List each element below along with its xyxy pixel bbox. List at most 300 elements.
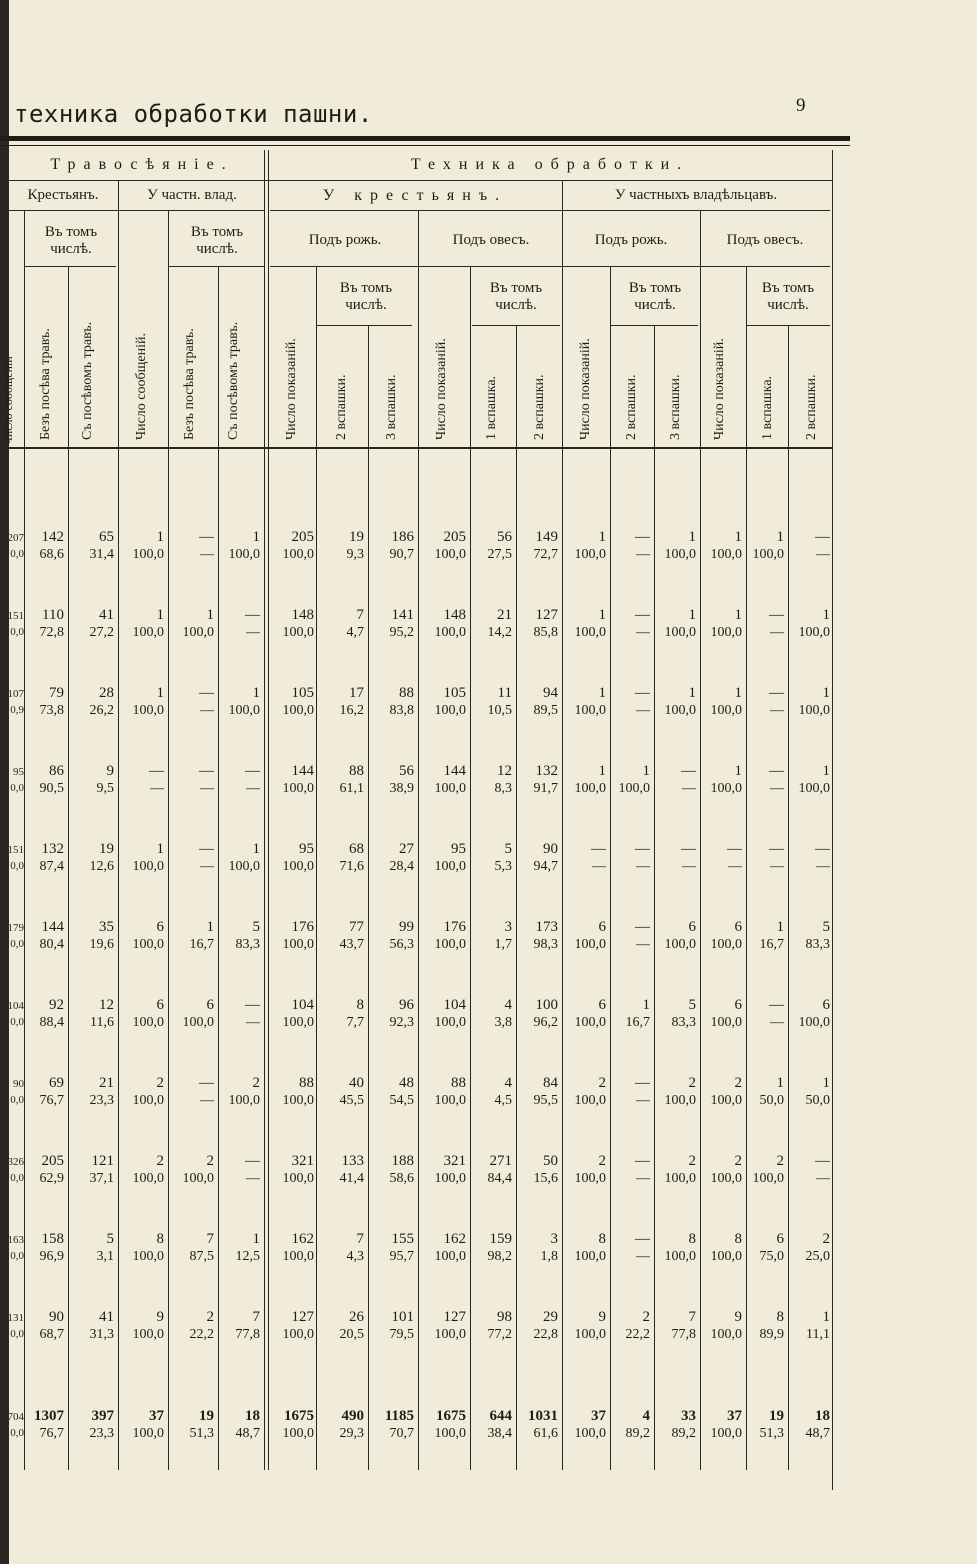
table-cell <box>120 840 164 876</box>
cell-count: 6 <box>688 919 696 935</box>
cell-percent: 100,0 <box>434 625 466 640</box>
cell-count: — <box>681 841 696 857</box>
cell-percent: 27,5 <box>487 547 512 562</box>
cell-percent: 73,8 <box>39 703 64 718</box>
table-cell <box>120 918 164 954</box>
left-cut-cell: 104 0,0 <box>7 1000 24 1028</box>
table-cell <box>656 1407 696 1443</box>
cell-percent: 4,7 <box>346 625 364 640</box>
cell-percent: — <box>200 781 214 796</box>
cell-percent: 89,9 <box>759 1327 784 1342</box>
cell-percent: 100,0 <box>132 1171 164 1186</box>
cell-count: 132 <box>535 763 558 779</box>
cell-count: 99 <box>399 919 414 935</box>
cell-count: 2 <box>206 1309 214 1325</box>
cell-percent: — <box>636 625 650 640</box>
table-cell <box>702 918 742 954</box>
table-cell <box>790 606 830 642</box>
table-cell <box>220 1074 260 1110</box>
table-cell <box>170 1407 214 1443</box>
cell-count: 100 <box>535 997 558 1013</box>
cell-count: 1 <box>642 997 650 1013</box>
cell-count: — <box>681 763 696 779</box>
cell-count: 48 <box>399 1075 414 1091</box>
cell-count: 5 <box>252 919 260 935</box>
table-cell <box>748 1308 784 1344</box>
cell-count: 1 <box>252 1231 260 1247</box>
cell-percent: 29,3 <box>339 1426 364 1441</box>
table-cell <box>518 1308 558 1344</box>
cell-percent: 83,3 <box>671 1015 696 1030</box>
cell-percent: 11,1 <box>806 1327 830 1342</box>
cell-percent: 22,2 <box>625 1327 650 1342</box>
col-line <box>264 150 265 1470</box>
cell-count: 2 <box>688 1075 696 1091</box>
cell-percent: 37,1 <box>89 1171 114 1186</box>
col-line <box>700 210 701 1470</box>
table-cell <box>370 996 414 1032</box>
cell-percent: 100,0 <box>664 625 696 640</box>
table-cell <box>702 1407 742 1443</box>
cell-percent: 10,5 <box>487 703 512 718</box>
header-v-tom-chisle-4: Въ томъ числѣ. <box>489 280 543 313</box>
cell-percent: 84,4 <box>487 1171 512 1186</box>
cell-percent: 68,6 <box>39 547 64 562</box>
cell-percent: 95,5 <box>533 1093 558 1108</box>
table-cell <box>26 1230 64 1266</box>
cell-percent: — <box>636 547 650 562</box>
cell-count: 7 <box>688 1309 696 1325</box>
cell-percent: 100,0 <box>182 625 214 640</box>
cell-count: — <box>635 841 650 857</box>
cell-percent: 100,0 <box>574 1015 606 1030</box>
cell-count: 27 <box>399 841 414 857</box>
cell-count: 4 <box>504 1075 512 1091</box>
cell-percent: 100,0 <box>132 625 164 640</box>
col-line <box>470 266 471 1470</box>
table-cell <box>748 528 784 564</box>
header-pod-rozh-2: Подъ рожь. <box>594 232 668 248</box>
table-cell <box>70 1230 114 1266</box>
table-cell <box>120 1407 164 1443</box>
cell-percent: 87,4 <box>39 859 64 874</box>
cell-count: 144 <box>291 763 314 779</box>
cell-count: 148 <box>291 607 314 623</box>
table-cell <box>790 528 830 564</box>
cell-percent: 31,3 <box>89 1327 114 1342</box>
table-cell <box>612 1152 650 1188</box>
header-vspashki-2-2: 2 вспашки. <box>532 374 547 440</box>
left-cut-cell: 704 0,0 <box>7 1411 24 1439</box>
table-cell <box>170 606 214 642</box>
table-cell <box>120 996 164 1032</box>
cell-percent: 90,5 <box>39 781 64 796</box>
cell-count: 29 <box>543 1309 558 1325</box>
table-cell <box>420 528 466 564</box>
cell-percent: 14,2 <box>487 625 512 640</box>
cell-percent: 100,0 <box>710 547 742 562</box>
header-bez-poseva-2: Безъ посѣва травъ. <box>182 328 197 440</box>
table-cell <box>120 1230 164 1266</box>
cell-count: 144 <box>443 763 466 779</box>
table-cell <box>270 1230 314 1266</box>
cell-count: 6 <box>206 997 214 1013</box>
cell-count: 104 <box>291 997 314 1013</box>
table-cell <box>472 840 512 876</box>
col-line <box>168 210 169 1470</box>
cell-percent: 16,7 <box>759 937 784 952</box>
cell-count: 41 <box>99 1309 114 1325</box>
table-cell <box>656 996 696 1032</box>
table-cell <box>26 1152 64 1188</box>
cell-count: 5 <box>504 841 512 857</box>
cell-count: 19 <box>769 1408 784 1424</box>
cell-percent: 1,8 <box>540 1249 558 1264</box>
cell-percent: 95,2 <box>389 625 414 640</box>
table-cell <box>120 1308 164 1344</box>
cell-count: 65 <box>99 529 114 545</box>
table-cell <box>220 1152 260 1188</box>
cell-percent: 19,6 <box>89 937 114 952</box>
table-cell <box>370 528 414 564</box>
header-krestyan-left: Крестьянъ. <box>27 187 99 203</box>
cell-count: — <box>245 1153 260 1169</box>
table-cell <box>70 840 114 876</box>
cell-percent: 100,0 <box>574 1327 606 1342</box>
cell-percent: 100,0 <box>282 625 314 640</box>
cell-count: 8 <box>156 1231 164 1247</box>
left-cut-cell: 107 0,9 <box>7 688 24 716</box>
col-line <box>68 266 69 1470</box>
cell-percent: 16,7 <box>189 937 214 952</box>
cell-count: 37 <box>591 1408 606 1424</box>
table-cell <box>656 1152 696 1188</box>
cell-percent: — <box>770 781 784 796</box>
cell-percent: 20,5 <box>339 1327 364 1342</box>
cell-count: — <box>635 1075 650 1091</box>
cell-count: 19 <box>349 529 364 545</box>
cell-percent: 43,7 <box>339 937 364 952</box>
cell-count: 90 <box>543 841 558 857</box>
table-cell <box>318 1407 364 1443</box>
cell-count: 7 <box>356 1231 364 1247</box>
table-cell <box>748 1407 784 1443</box>
table-cell <box>26 840 64 876</box>
cell-percent: 100,0 <box>664 1093 696 1108</box>
table-cell <box>26 762 64 798</box>
table-cell <box>702 1308 742 1344</box>
cell-percent: 100,0 <box>710 1171 742 1186</box>
cell-count: 4 <box>504 997 512 1013</box>
col-line <box>516 325 517 1470</box>
cell-count: 127 <box>291 1309 314 1325</box>
cell-count: 1 <box>156 685 164 701</box>
col-line <box>788 325 789 1470</box>
cell-percent: — <box>200 703 214 718</box>
cell-count: 1 <box>734 685 742 701</box>
table-cell <box>70 762 114 798</box>
table-cell <box>518 1407 558 1443</box>
cell-count: 33 <box>681 1408 696 1424</box>
cell-percent: 31,4 <box>89 547 114 562</box>
cell-count: 88 <box>299 1075 314 1091</box>
table-cell <box>318 996 364 1032</box>
table-cell <box>564 684 606 720</box>
table-cell <box>612 996 650 1032</box>
cell-count: 133 <box>341 1153 364 1169</box>
table-cell <box>120 606 164 642</box>
table-cell <box>790 1230 830 1266</box>
left-cut-cell: 90 0,0 <box>10 1078 24 1106</box>
cell-percent: 100,0 <box>664 547 696 562</box>
cell-count: 1 <box>156 607 164 623</box>
table-cell <box>702 684 742 720</box>
cell-count: 2 <box>598 1075 606 1091</box>
table-cell <box>656 918 696 954</box>
table-cell <box>472 528 512 564</box>
table-cell <box>656 1074 696 1110</box>
cell-count: 88 <box>451 1075 466 1091</box>
cell-count: 1 <box>776 529 784 545</box>
cell-count: 18 <box>245 1408 260 1424</box>
table-cell <box>220 1230 260 1266</box>
cell-count: 6 <box>776 1231 784 1247</box>
cell-count: — <box>199 1075 214 1091</box>
col-line <box>368 325 369 1470</box>
cell-percent: 100,0 <box>664 937 696 952</box>
cell-count: 158 <box>41 1231 64 1247</box>
header-chislo-pokazaniy-3: Число показаній. <box>578 338 593 440</box>
cell-count: 9 <box>734 1309 742 1325</box>
table-cell <box>702 1152 742 1188</box>
cell-count: — <box>635 919 650 935</box>
table-cell <box>748 918 784 954</box>
cell-count: 2 <box>734 1075 742 1091</box>
cell-count: 1 <box>776 919 784 935</box>
cell-count: 26 <box>349 1309 364 1325</box>
cell-percent: 100,0 <box>228 859 260 874</box>
cell-count: — <box>815 841 830 857</box>
cell-count: — <box>591 841 606 857</box>
cell-percent: 100,0 <box>434 937 466 952</box>
cell-count: 127 <box>535 607 558 623</box>
left-cut-cell: 131 0,0 <box>7 1312 24 1340</box>
cell-percent: 100,0 <box>132 547 164 562</box>
cell-percent: — <box>682 859 696 874</box>
cell-count: — <box>815 529 830 545</box>
col-line <box>268 150 269 1470</box>
cell-count: 98 <box>497 1309 512 1325</box>
table-cell <box>170 1230 214 1266</box>
table-cell <box>790 996 830 1032</box>
cell-percent: 100,0 <box>182 1015 214 1030</box>
left-cut-cell: 95 0,0 <box>10 766 24 794</box>
cell-percent: 58,6 <box>389 1171 414 1186</box>
cell-percent: 94,7 <box>533 859 558 874</box>
header-chislo-soobshcheniy: Число сообщеній. <box>134 333 149 440</box>
table-cell <box>270 1308 314 1344</box>
cell-count: 186 <box>391 529 414 545</box>
cell-count: 3 <box>550 1231 558 1247</box>
cell-count: 7 <box>252 1309 260 1325</box>
cell-count: 159 <box>489 1231 512 1247</box>
cell-count: 12 <box>99 997 114 1013</box>
cell-count: 1 <box>822 1075 830 1091</box>
table-cell <box>564 1308 606 1344</box>
table-cell <box>26 996 64 1032</box>
cell-percent: 7,7 <box>346 1015 364 1030</box>
cell-count: 5 <box>106 1231 114 1247</box>
table-cell <box>702 840 742 876</box>
cell-percent: 61,1 <box>339 781 364 796</box>
header-v-tom-chisle-6: Въ томъ числѣ. <box>761 280 815 313</box>
cell-count: 28 <box>99 685 114 701</box>
cell-percent: 100,0 <box>282 1171 314 1186</box>
cell-percent: — <box>636 1171 650 1186</box>
table-cell <box>564 840 606 876</box>
table-cell <box>612 1407 650 1443</box>
rule-h4a <box>316 325 412 326</box>
table-cell <box>790 1074 830 1110</box>
cell-count: 1185 <box>384 1408 414 1424</box>
cell-percent: 1,7 <box>494 937 512 952</box>
cell-count: 56 <box>399 763 414 779</box>
header-v-tom-chisle-2: Въ томъ числѣ. <box>190 224 244 257</box>
cell-count: 56 <box>497 529 512 545</box>
cell-count: 1 <box>252 685 260 701</box>
cell-percent: 100,0 <box>132 703 164 718</box>
table-cell <box>702 1230 742 1266</box>
col-line <box>316 266 317 1470</box>
cell-count: 88 <box>399 685 414 701</box>
header-v-tom-chisle-3: Въ томъ числѣ. <box>339 280 393 313</box>
cell-percent: 61,6 <box>533 1426 558 1441</box>
cell-percent: 96,9 <box>39 1249 64 1264</box>
cell-percent: 88,4 <box>39 1015 64 1030</box>
table-cell <box>26 684 64 720</box>
rule-h2a <box>8 210 264 211</box>
cell-percent: — <box>770 1015 784 1030</box>
col-line <box>746 266 747 1470</box>
cell-percent: 100,0 <box>574 1249 606 1264</box>
cell-count: 8 <box>688 1231 696 1247</box>
cell-percent: 100,0 <box>228 547 260 562</box>
header-u-krestyan: У крестьянъ. <box>322 187 508 204</box>
col-line <box>418 210 419 1470</box>
table-cell <box>472 762 512 798</box>
table-cell <box>702 762 742 798</box>
table-cell <box>170 1074 214 1110</box>
table-cell <box>170 996 214 1032</box>
table-cell <box>472 1230 512 1266</box>
cell-percent: 100,0 <box>710 781 742 796</box>
cell-percent: 83,3 <box>805 937 830 952</box>
cell-count: — <box>769 841 784 857</box>
table-cell <box>518 1230 558 1266</box>
table-cell <box>472 1407 512 1443</box>
cell-count: 41 <box>99 607 114 623</box>
table-cell <box>564 1230 606 1266</box>
cell-percent: 100,0 <box>574 937 606 952</box>
table-cell <box>370 762 414 798</box>
cell-percent: — <box>636 937 650 952</box>
cell-percent: 3,8 <box>494 1015 512 1030</box>
table-cell <box>790 840 830 876</box>
table-cell <box>70 528 114 564</box>
table-cell <box>472 606 512 642</box>
table-cell <box>270 762 314 798</box>
cell-count: 2 <box>156 1075 164 1091</box>
cell-count: 6 <box>734 997 742 1013</box>
cell-percent: 98,3 <box>533 937 558 952</box>
table-cell <box>318 1074 364 1110</box>
cell-count: 1 <box>642 763 650 779</box>
cell-percent: 91,7 <box>533 781 558 796</box>
col-line <box>118 180 119 1470</box>
cell-count: 2 <box>776 1153 784 1169</box>
cell-percent: — <box>200 859 214 874</box>
cell-percent: 41,4 <box>339 1171 364 1186</box>
cell-count: 7 <box>206 1231 214 1247</box>
cell-percent: 100,0 <box>710 625 742 640</box>
header-chastn-vlad: У частн. влад. <box>147 187 237 203</box>
table-cell <box>790 762 830 798</box>
table-cell <box>656 684 696 720</box>
table-cell <box>420 996 466 1032</box>
table-cell <box>70 1152 114 1188</box>
cell-count: 40 <box>349 1075 364 1091</box>
cell-percent: 48,7 <box>235 1426 260 1441</box>
cell-count: — <box>199 841 214 857</box>
cell-percent: 100,0 <box>434 1249 466 1264</box>
cell-percent: 100,0 <box>710 1015 742 1030</box>
cell-count: 2 <box>688 1153 696 1169</box>
table-cell <box>170 918 214 954</box>
cell-count: 6 <box>156 997 164 1013</box>
table-cell <box>472 1152 512 1188</box>
cell-count: 1 <box>598 685 606 701</box>
table-cell <box>220 684 260 720</box>
table-cell <box>220 918 260 954</box>
cell-percent: 100,0 <box>798 781 830 796</box>
cell-percent: 62,9 <box>39 1171 64 1186</box>
table-cell <box>220 840 260 876</box>
table-cell <box>748 996 784 1032</box>
table-cell <box>518 762 558 798</box>
table-cell <box>420 606 466 642</box>
cell-percent: 100,0 <box>710 1093 742 1108</box>
cell-count: 37 <box>727 1408 742 1424</box>
table-cell <box>564 528 606 564</box>
cell-percent: 100,0 <box>710 1327 742 1342</box>
left-cut-cell: 326 0,0 <box>7 1156 24 1184</box>
table-cell <box>564 1074 606 1110</box>
cell-count: 1 <box>822 685 830 701</box>
cell-percent: 27,2 <box>89 625 114 640</box>
cell-count: 95 <box>451 841 466 857</box>
header-pod-rozh-1: Подъ рожь. <box>308 232 382 248</box>
cell-count: 96 <box>399 997 414 1013</box>
header-vspashka-1-2: 1 вспашка. <box>760 375 775 440</box>
cell-count: — <box>727 841 742 857</box>
cell-count: 1 <box>206 607 214 623</box>
table-cell <box>370 1074 414 1110</box>
table-cell <box>220 528 260 564</box>
table-cell <box>420 918 466 954</box>
cell-percent: 87,5 <box>189 1249 214 1264</box>
table-cell <box>790 1308 830 1344</box>
cell-percent: 100,0 <box>710 937 742 952</box>
